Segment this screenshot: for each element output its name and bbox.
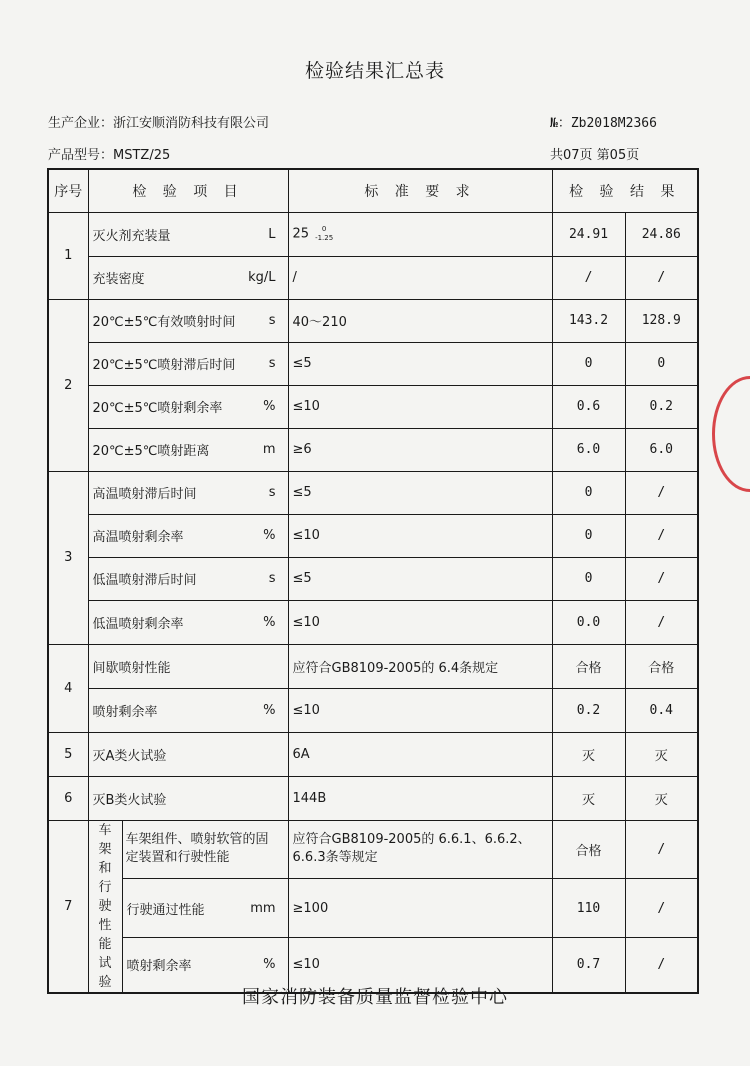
result-1: 0.0 <box>552 600 625 644</box>
company-name: 浙江安顺消防科技有限公司 <box>113 116 270 131</box>
col-requirement-header: 标 准 要 求 <box>288 169 552 212</box>
result-2: 128.9 <box>625 299 698 342</box>
requirement-value: ≥6 <box>288 428 552 471</box>
requirement-value: ≤10 <box>288 385 552 428</box>
result-2: / <box>625 471 698 514</box>
requirement-value: 应符合GB8109-2005的 6.6.1、6.6.2、 6.6.3条等规定 <box>288 820 552 879</box>
item-unit: s <box>268 571 276 586</box>
item-unit: % <box>263 702 276 718</box>
result-2: 灭 <box>625 776 698 820</box>
result-1: 0.6 <box>552 385 625 428</box>
result-1: 合格 <box>552 644 625 688</box>
result-2: / <box>625 938 698 993</box>
item-name: 车架组件、喷射软管的固 定装置和行驶性能 <box>122 820 288 879</box>
table-row <box>48 471 698 514</box>
report-number: Zb2018M2366 <box>570 116 657 131</box>
item-unit: kg/L <box>248 270 276 285</box>
result-2: 0 <box>625 342 698 385</box>
result-1: 6.0 <box>552 428 625 471</box>
table-row <box>48 342 698 385</box>
table-row <box>48 732 698 776</box>
item-unit: L <box>268 226 276 242</box>
item-unit: % <box>263 399 276 414</box>
tolerance <box>315 225 333 243</box>
seq-cell: 3 <box>48 471 88 644</box>
item-unit: s <box>268 485 276 500</box>
result-2: 24.86 <box>625 212 698 256</box>
requirement-value: ≤5 <box>288 342 552 385</box>
result-2: / <box>625 514 698 557</box>
table-row <box>48 688 698 732</box>
table-row <box>48 776 698 820</box>
item-name: 灭B类火试验 <box>92 792 167 808</box>
item-name: 喷射剩余率 <box>126 959 192 975</box>
issuer-name: 国家消防装备质量监督检验中心 <box>242 987 508 1008</box>
seal-stamp <box>712 376 750 492</box>
requirement-value: ≤5 <box>288 557 552 600</box>
item-unit: s <box>268 313 276 328</box>
requirement-value: ≤5 <box>288 471 552 514</box>
result-1: 0 <box>552 514 625 557</box>
company-label: 生产企业： <box>48 116 114 131</box>
result-1: 0 <box>552 342 625 385</box>
col-seq-header: 序号 <box>48 169 88 212</box>
result-2: / <box>625 879 698 938</box>
requirement-value: 40～210 <box>288 299 552 342</box>
table-row <box>48 212 698 256</box>
table-row <box>48 514 698 557</box>
result-1: 24.91 <box>552 212 625 256</box>
item-unit: % <box>263 528 276 543</box>
item-name: 20℃±5℃喷射距离 <box>92 444 210 459</box>
item-name: 充装密度 <box>92 272 145 287</box>
result-1: 0 <box>552 471 625 514</box>
result-1: 110 <box>552 879 625 938</box>
table-row <box>48 385 698 428</box>
item-name: 高温喷射滞后时间 <box>92 487 197 502</box>
result-2: / <box>625 600 698 644</box>
seq-cell: 5 <box>48 732 88 776</box>
item-name: 灭A类火试验 <box>92 748 167 764</box>
table-row <box>48 879 698 938</box>
seq-cell: 6 <box>48 776 88 820</box>
item-unit: % <box>263 957 276 973</box>
result-2: 0.4 <box>625 688 698 732</box>
result-1: 0.7 <box>552 938 625 993</box>
report-number-line <box>550 112 657 131</box>
results-table <box>47 168 699 994</box>
seq-cell: 1 <box>48 212 88 299</box>
requirement-value: 6A <box>288 732 552 776</box>
seq-cell: 2 <box>48 299 88 471</box>
item-name: 高温喷射剩余率 <box>92 530 184 545</box>
item-name: 低温喷射滞后时间 <box>92 573 197 588</box>
category-cell: 车架 和行 驶性 能试 验 <box>88 820 122 993</box>
item-name: 灭火剂充装量 <box>92 228 171 244</box>
result-2: / <box>625 256 698 299</box>
table-row <box>48 644 698 688</box>
item-name: 喷射剩余率 <box>92 704 158 720</box>
result-2: / <box>625 557 698 600</box>
model-line <box>48 144 170 163</box>
item-name: 行驶通过性能 <box>126 902 205 918</box>
item-name: 20℃±5℃有效喷射时间 <box>92 315 236 330</box>
requirement-value: / <box>288 256 552 299</box>
table-row <box>48 428 698 471</box>
report-number-label: №： <box>550 116 571 131</box>
tolerance-lower: -1.25 <box>315 234 334 242</box>
item-unit: s <box>268 356 276 371</box>
requirement-value: ≤10 <box>288 600 552 644</box>
table-row <box>48 256 698 299</box>
result-1: 合格 <box>552 820 625 879</box>
tolerance-upper: 0 <box>321 225 327 233</box>
result-2: 0.2 <box>625 385 698 428</box>
item-unit: m <box>262 442 276 457</box>
table-row <box>48 600 698 644</box>
item-name: 间歇喷射性能 <box>92 660 171 676</box>
model-label: 产品型号： <box>48 148 114 163</box>
requirement-value: ≥100 <box>288 879 552 938</box>
page-count: 共07页 第05页 <box>550 148 640 163</box>
seq-cell: 7 <box>48 820 88 993</box>
table-row <box>48 820 698 879</box>
requirement-value: ≤10 <box>288 514 552 557</box>
requirement-value: 25 <box>292 226 310 242</box>
result-1: 0.2 <box>552 688 625 732</box>
result-1: 灭 <box>552 732 625 776</box>
table-header-row <box>48 169 698 212</box>
seq-cell: 4 <box>48 644 88 732</box>
result-1: 灭 <box>552 776 625 820</box>
table-row <box>48 299 698 342</box>
requirement-value: 应符合GB8109-2005的 6.4条规定 <box>288 644 552 688</box>
result-1: 0 <box>552 557 625 600</box>
model-value: MSTZ/25 <box>113 148 171 163</box>
item-unit: mm <box>250 900 276 916</box>
result-2: / <box>625 820 698 879</box>
document-title: 检验结果汇总表 <box>304 60 445 82</box>
result-2: 灭 <box>625 732 698 776</box>
result-1: / <box>552 256 625 299</box>
result-2: 合格 <box>625 644 698 688</box>
company-line <box>48 112 269 131</box>
requirement-value: 144B <box>288 776 552 820</box>
col-result-header: 检 验 结 果 <box>552 169 698 212</box>
item-name: 20℃±5℃喷射滞后时间 <box>92 358 236 373</box>
item-unit: % <box>263 614 276 630</box>
table-row <box>48 557 698 600</box>
item-name: 低温喷射剩余率 <box>92 616 184 632</box>
result-1: 143.2 <box>552 299 625 342</box>
item-name: 20℃±5℃喷射剩余率 <box>92 401 223 416</box>
requirement-value: ≤10 <box>288 688 552 732</box>
requirement-value: ≤10 <box>288 938 552 993</box>
result-2: 6.0 <box>625 428 698 471</box>
col-item-header: 检 验 项 目 <box>88 169 288 212</box>
